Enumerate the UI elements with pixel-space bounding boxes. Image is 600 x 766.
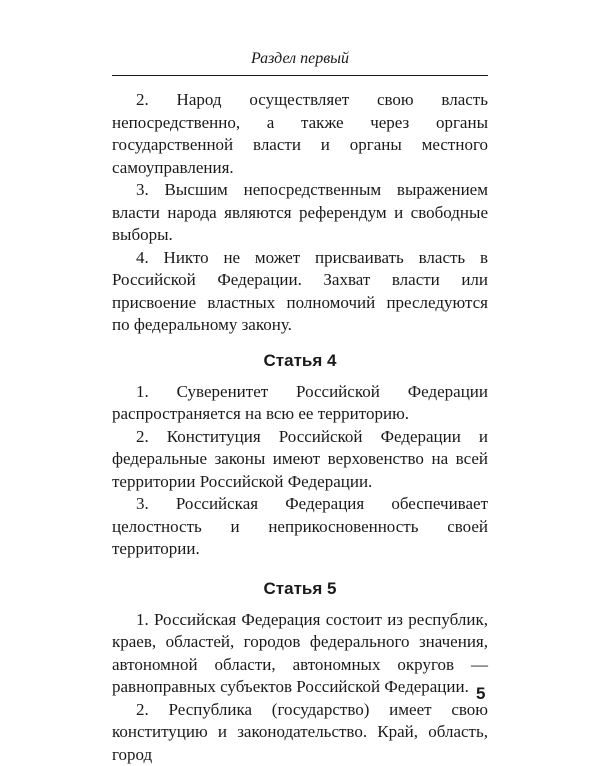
header-rule	[112, 75, 488, 76]
page-number: 5	[476, 684, 485, 704]
article-4-paragraph-1: 1. Суверенитет Российской Федерации распространяется на всю ее территорию.	[112, 381, 488, 426]
paragraph-intro-2: 2. Народ осуществляет свою власть непосредственно, а также через органы государственной власти и органы местного самоуправления.	[112, 89, 488, 179]
paragraph-intro-4: 4. Никто не может присваивать власть в Российской Федерации. Захват власти или присвоение властных полномочий преследуются по федеральному закону.	[112, 247, 488, 337]
article-5-heading: Статья 5	[112, 579, 488, 599]
paragraph-intro-3: 3. Высшим непосредственным выражением власти народа являются референдум и свободные выборы.	[112, 179, 488, 247]
article-4-heading: Статья 4	[112, 351, 488, 371]
article-5-paragraph-1: 1. Российская Федерация состоит из республик, краев, областей, городов федерального значения, автономной области, автономных округов — равноправных субъектов Российской Федерации.	[112, 609, 488, 699]
article-4-paragraph-2: 2. Конституция Российской Федерации и федеральные законы имеют верховенство на всей территории Российской Федерации.	[112, 426, 488, 494]
article-5-paragraph-2: 2. Республика (государство) имеет свою конституцию и законодательство. Край, область, город	[112, 699, 488, 766]
running-header: Раздел первый	[112, 50, 488, 68]
article-4-paragraph-3: 3. Российская Федерация обеспечивает целостность и неприкосновенность своей территории.	[112, 493, 488, 561]
page-body	[112, 89, 488, 766]
